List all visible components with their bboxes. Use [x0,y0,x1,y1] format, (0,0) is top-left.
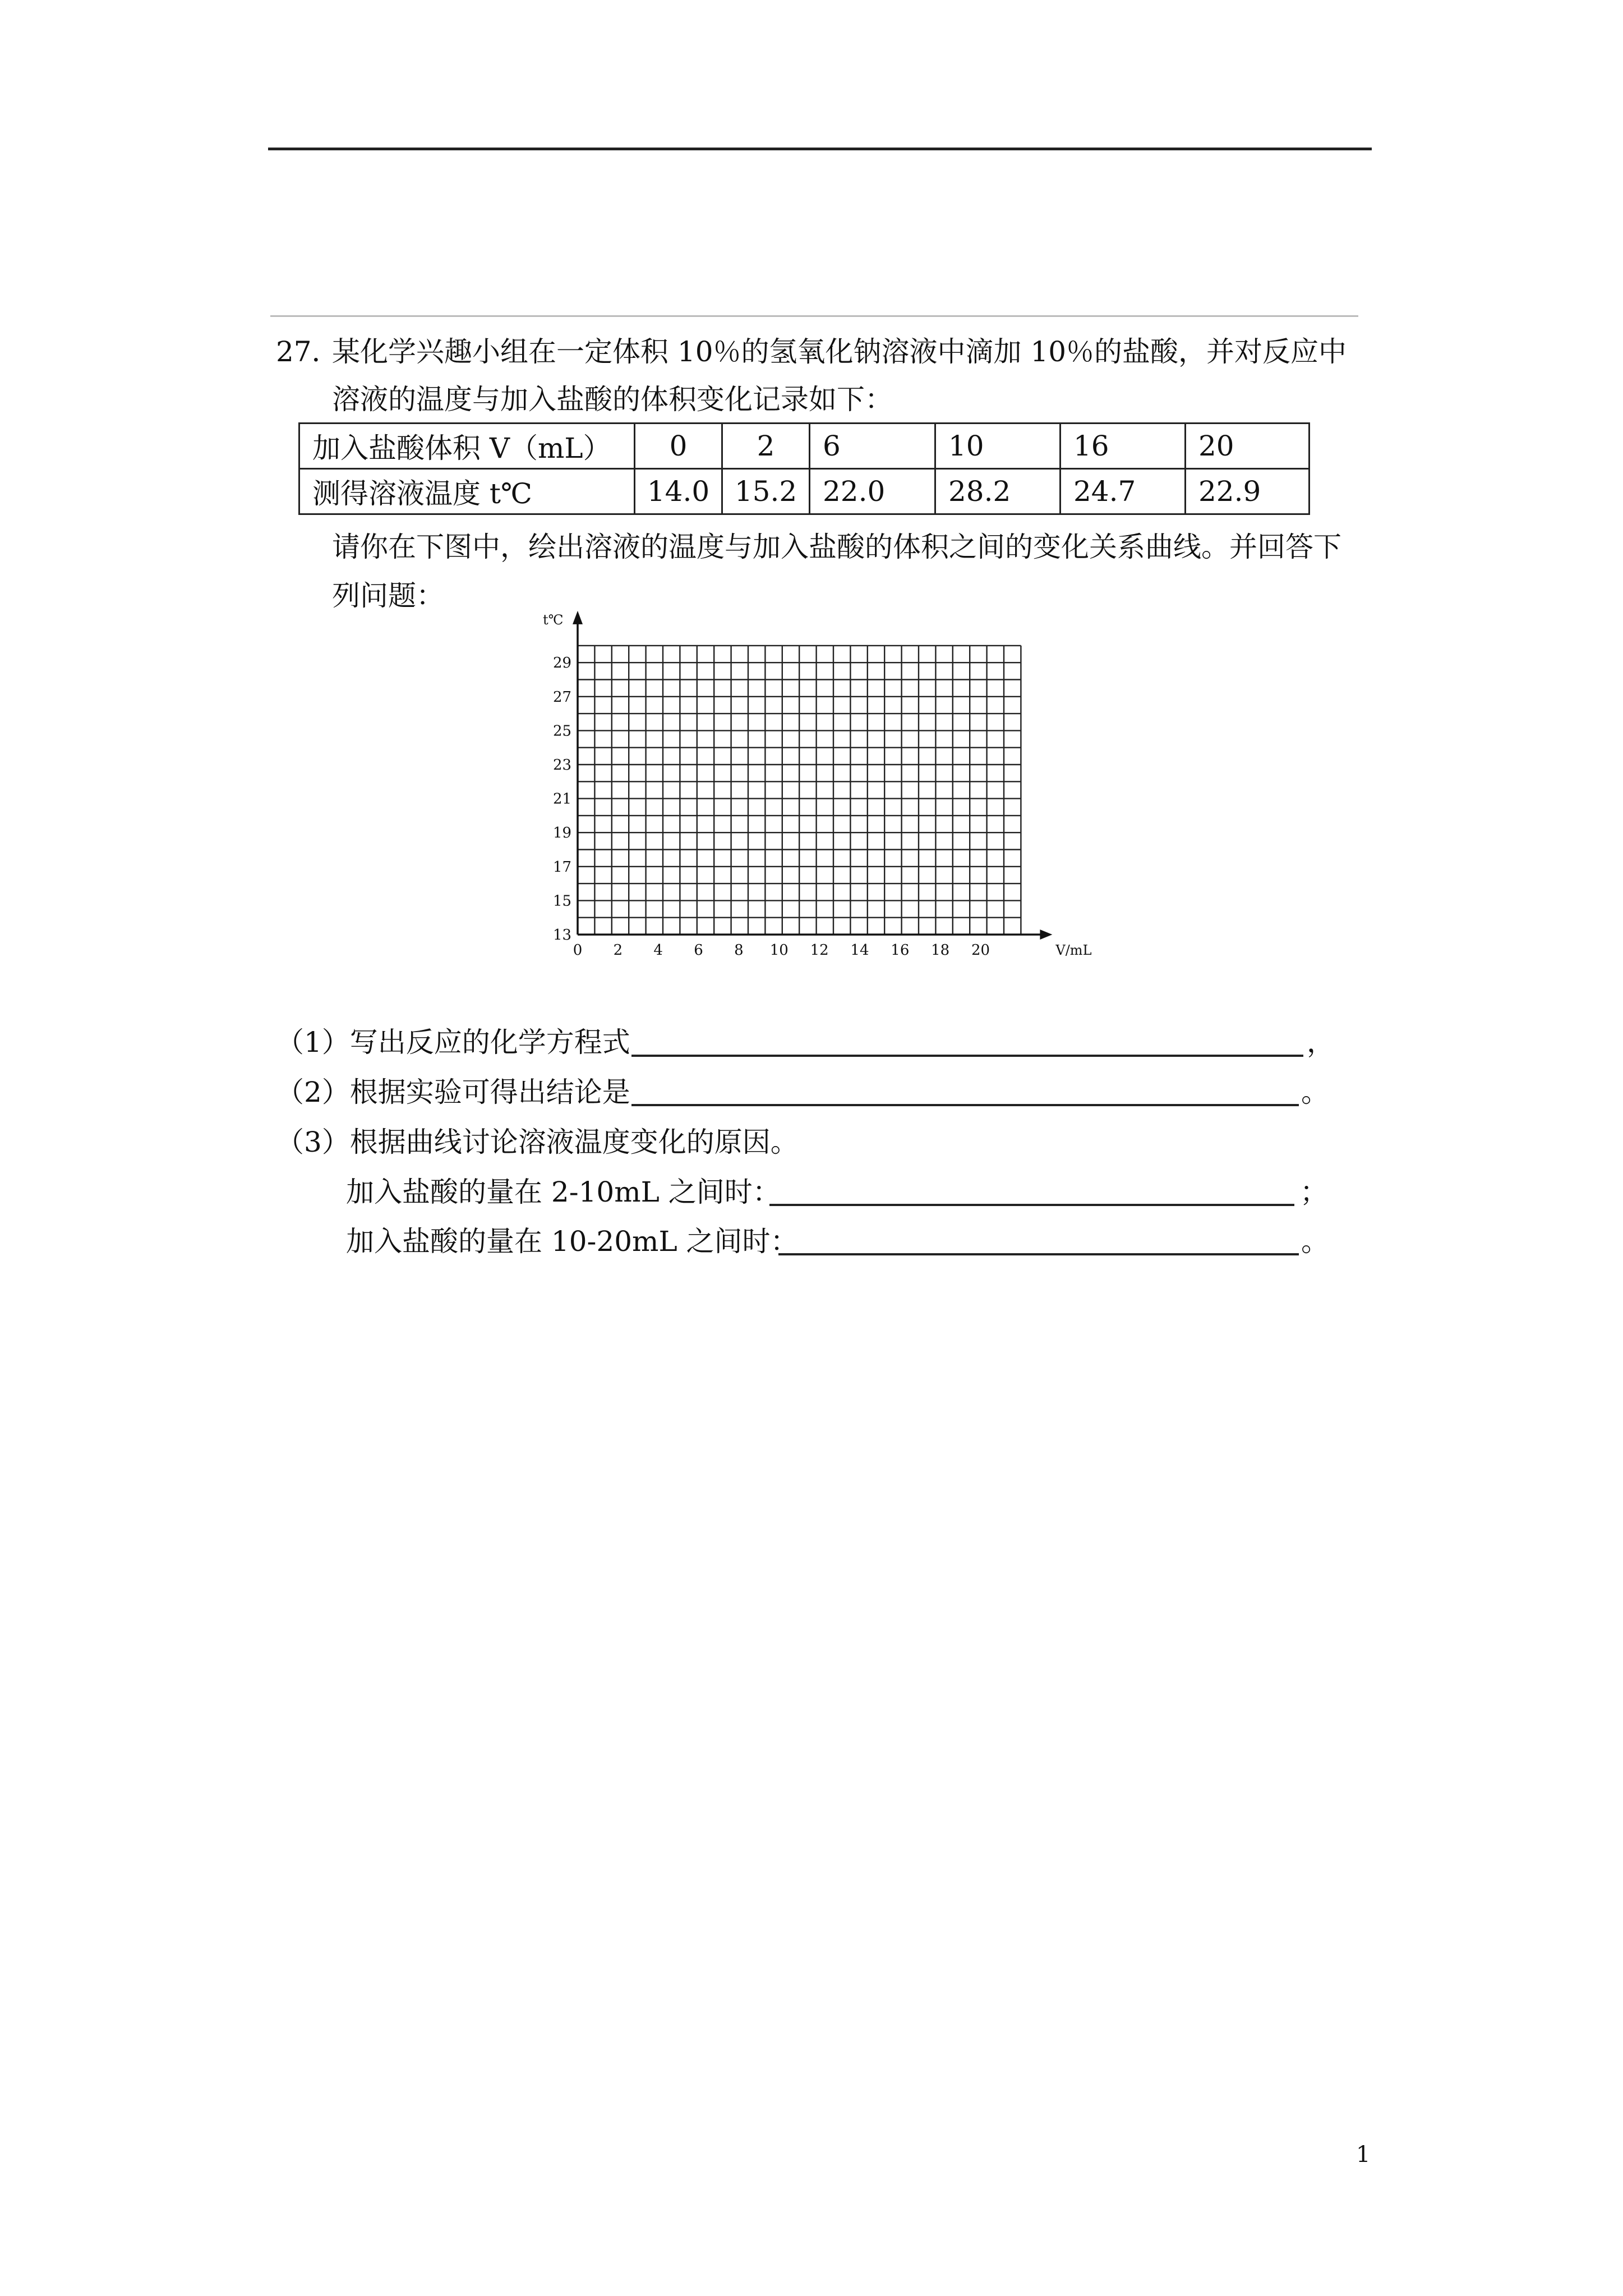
y-tick-label: 15 [553,892,572,910]
x-tick-label: 16 [891,942,910,959]
y-tick-label: 13 [553,927,572,944]
question-3a-label: 加入盐酸的量在 2-10mL 之间时： [346,1176,781,1208]
x-axis-label: V/mL [1055,942,1092,958]
y-tick-label: 21 [553,790,572,808]
question-number: 27． [276,335,340,368]
table-cell: 10 [935,424,1061,469]
x-tick-label: 12 [810,942,829,959]
table-cell: 14.0 [635,469,722,514]
question-1-end: ， [1307,1026,1335,1059]
table-cell: 15.2 [722,469,810,514]
x-tick-label: 8 [734,942,744,959]
answer-blank-3a[interactable] [769,1204,1294,1206]
table-cell: 28.2 [935,469,1061,514]
table-cell: 0 [635,424,722,469]
y-tick-label: 25 [553,723,572,740]
x-tick-label: 0 [573,942,583,959]
graph-grid-chart [527,578,1092,970]
x-tick-label: 2 [613,942,623,959]
question-2-end: 。 [1301,1076,1329,1108]
table-row-volume [299,424,1310,469]
separator-rule [270,315,1358,317]
table-cell: 16 [1061,424,1186,469]
question-intro-line2: 溶液的温度与加入盐酸的体积变化记录如下： [332,383,893,416]
y-tick-label: 23 [553,757,572,774]
table-row-temperature [299,469,1310,514]
y-tick-label: 27 [553,688,572,706]
x-tick-label: 4 [653,942,663,959]
question-1-label: （1）写出反应的化学方程式 [276,1026,630,1059]
x-tick-label: 18 [931,942,950,959]
header-rule [268,148,1372,150]
x-tick-label: 14 [850,942,869,959]
table-label-temperature: 测得溶液温度 t℃ [299,469,635,514]
question-3b-label: 加入盐酸的量在 10-20mL 之间时： [346,1225,799,1258]
table-cell: 22.9 [1186,469,1310,514]
y-tick-label: 19 [553,825,572,842]
table-cell: 20 [1186,424,1310,469]
x-tick-label: 6 [694,942,703,959]
question-2-label: （2）根据实验可得出结论是 [276,1076,630,1108]
question-3b-end: 。 [1301,1225,1329,1258]
question-3a-end: ； [1300,1176,1328,1208]
data-table [298,422,1310,515]
y-tick-label: 17 [553,858,572,876]
answer-blank-2[interactable] [631,1104,1299,1106]
x-tick-label: 20 [971,942,990,959]
x-axis-arrow [1040,930,1052,940]
table-cell: 24.7 [1061,469,1186,514]
x-tick-label: 10 [769,942,789,959]
instruction-line1: 请你在下图中，绘出溶液的温度与加入盐酸的体积之间的变化关系曲线。并回答下 [332,531,1341,563]
instruction-line2: 列问题： [332,579,444,612]
y-axis-arrow [573,611,583,624]
answer-blank-3b[interactable] [778,1253,1299,1255]
page-number: 1 [1356,2142,1371,2168]
question-3-label: （3）根据曲线讨论溶液温度变化的原因。 [276,1126,799,1158]
question-intro-line1: 某化学兴趣小组在一定体积 10％的氢氧化钠溶液中滴加 10％的盐酸，并对反应中 [332,335,1347,368]
table-cell: 22.0 [810,469,935,514]
answer-blank-1[interactable] [631,1055,1303,1057]
table-cell: 6 [810,424,935,469]
y-axis-label: t℃ [543,611,564,628]
table-label-volume: 加入盐酸体积 V（mL） [299,424,635,469]
y-tick-label: 29 [553,655,572,672]
table-cell: 2 [722,424,810,469]
